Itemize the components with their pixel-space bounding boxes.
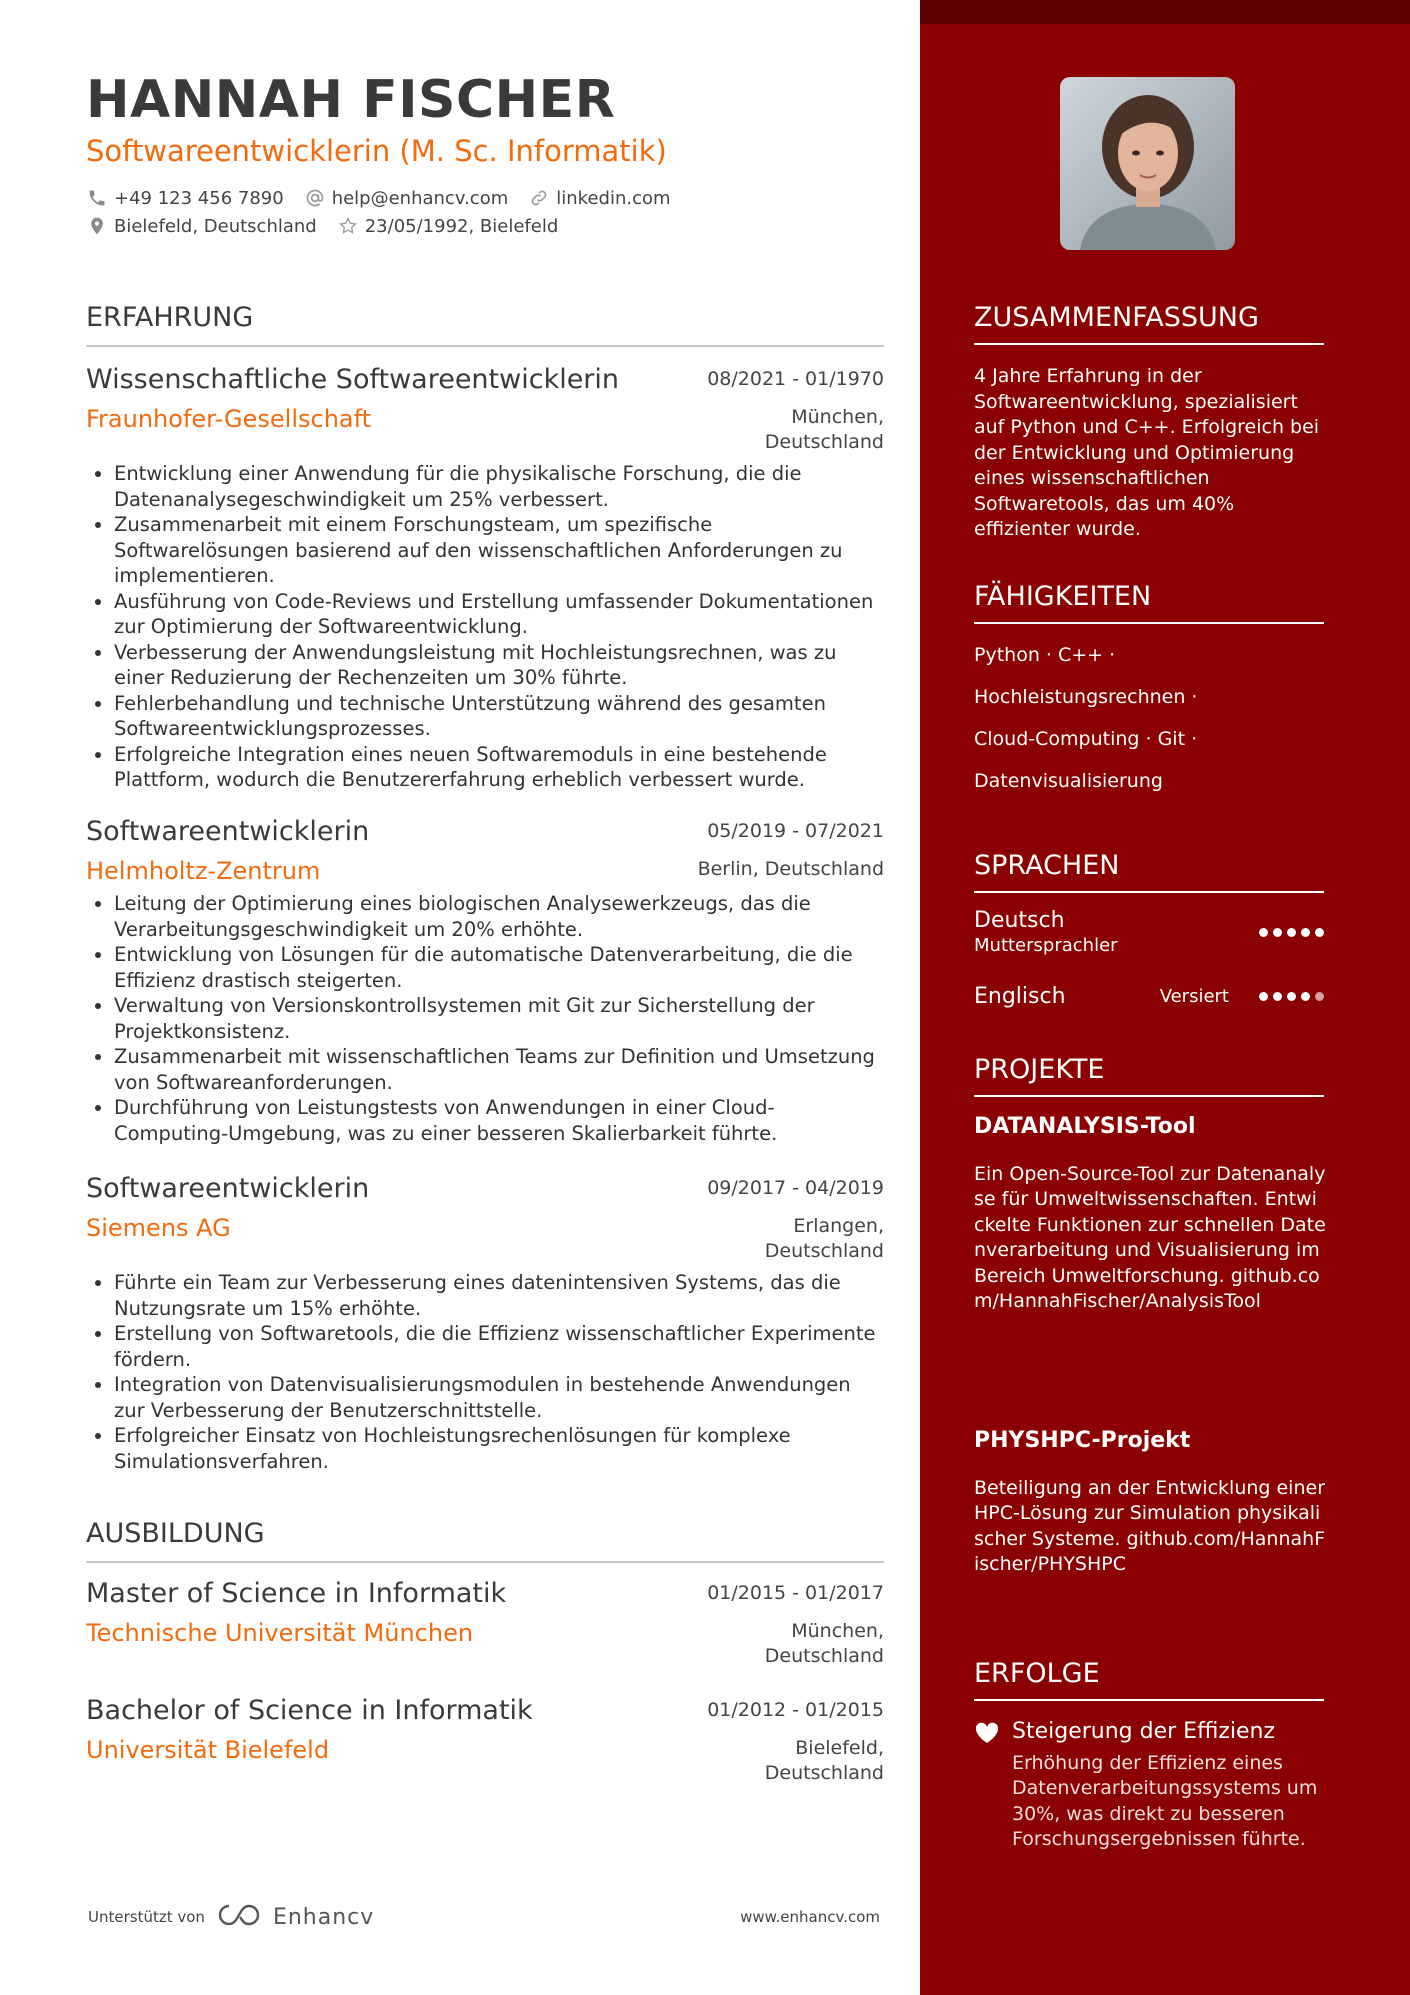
bullet-item: • Erfolgreiche Integration eines neuen Softwaremoduls in eine bestehende Plattform, wodurch die Benutzererfahrung erheblich verbessert wurde.	[114, 742, 884, 793]
job-location-line: Berlin, Deutschland	[697, 858, 884, 880]
project-item	[974, 1428, 1326, 1578]
bullet-item: • Zusammenarbeit mit wissenschaftlichen Teams zur Definition und Umsetzung von Softwareanforderungen.	[114, 1044, 884, 1095]
experience-entry	[86, 816, 884, 1146]
bullet-item: • Führte ein Team zur Verbesserung eines datenintensiven Systems, das die Nutzungsrate um 15% erhöhte.	[114, 1270, 884, 1321]
language-level: Versiert	[1159, 986, 1229, 1007]
job-dates: 05/2019 - 07/2021	[707, 820, 884, 842]
brand-block[interactable]	[88, 1902, 374, 1932]
school-location-line: München,	[791, 1620, 884, 1642]
achievement-title: Steigerung der Effizienz	[1012, 1719, 1276, 1744]
bullet-item: • Durchführung von Leistungstests von Anwendungen in einer Cloud-Computing-Umgebung, was zu einer besseren Skalierbarkeit führte.	[114, 1095, 884, 1146]
section-title-experience: ERFAHRUNG	[86, 302, 884, 347]
linkedin-text: linkedin.com	[556, 187, 671, 209]
school-location-line: Bielefeld,	[795, 1737, 884, 1759]
phone-icon	[86, 187, 108, 209]
rating-dot	[1259, 992, 1268, 1001]
school-location-line: Deutschland	[764, 1762, 884, 1784]
rating-dot	[1301, 928, 1310, 937]
enhancv-logo-icon	[215, 1902, 263, 1932]
job-bullets	[86, 891, 884, 1146]
section-title-languages: SPRACHEN	[974, 850, 1324, 893]
education-entry	[86, 1695, 884, 1786]
job-dates: 09/2017 - 04/2019	[707, 1177, 884, 1199]
skill-line: Hochleistungsrechnen ·	[974, 686, 1198, 708]
bullet-item: • Leitung der Optimierung eines biologischen Analysewerkzeugs, das die Verarbeitungsgeschwindigkeit um 20% erhöhte.	[114, 891, 884, 942]
powered-by-text: Unterstützt von	[88, 1908, 205, 1926]
achievement-text: Erhöhung der Effizienz eines Datenverarbeitungssystems um 30%, was direkt zu besseren Forschungsergebnissen führte.	[1012, 1751, 1318, 1850]
rating-dot	[1287, 992, 1296, 1001]
language-item	[974, 984, 1324, 1009]
job-location	[698, 857, 884, 882]
project-description: Ein Open-Source-Tool zur Datenanalyse für Umweltwissenschaften. Entwickelte Funktionen zur schnellen Datenverarbeitung und Visualisierung im Bereich Umweltforschung. github.com/HannahFischer/AnalysisTool	[974, 1162, 1326, 1312]
candidate-subtitle: Softwareentwicklerin (M. Sc. Informatik)	[86, 134, 667, 168]
bullet-item: • Zusammenarbeit mit einem Forschungsteam, um spezifische Softwarelösungen basierend auf den wissenschaftlichen Anforderungen zu implementieren.	[114, 512, 884, 589]
birth-text: 23/05/1992, Bielefeld	[364, 215, 559, 237]
section-title-skills: FÄHIGKEITEN	[974, 581, 1324, 624]
candidate-name: HANNAH FISCHER	[86, 70, 616, 130]
bullet-item: • Erfolgreicher Einsatz von Hochleistungsrechenlösungen für komplexe Simulationsverfahren.	[114, 1423, 884, 1474]
job-location-line: München,	[791, 406, 884, 428]
bullet-item: • Erstellung von Softwaretools, die die Effizienz wissenschaftlicher Experimente fördern.	[114, 1321, 884, 1372]
section-title-achievements: ERFOLGE	[974, 1658, 1324, 1701]
contact-info	[86, 184, 886, 240]
bullet-item: • Entwicklung einer Anwendung für die physikalische Forschung, die die Datenanalysegeschwindigkeit um 25% verbessert.	[114, 461, 884, 512]
sidebar-top-strip	[920, 0, 1410, 24]
location-text: Bielefeld, Deutschland	[114, 215, 317, 237]
job-company: Helmholtz-Zentrum	[86, 857, 321, 885]
rating-dot	[1315, 928, 1324, 937]
contact-birth	[337, 215, 559, 237]
job-dates: 08/2021 - 01/1970	[707, 368, 884, 390]
language-name: Englisch	[974, 984, 1066, 1009]
degree-title: Master of Science in Informatik	[86, 1578, 507, 1609]
job-title: Wissenschaftliche Softwareentwicklerin	[86, 364, 620, 395]
phone-text: +49 123 456 7890	[114, 187, 284, 209]
achievement-item	[974, 1719, 1326, 1853]
star-icon	[337, 215, 359, 237]
heart-icon	[974, 1722, 1000, 1752]
section-title-education: AUSBILDUNG	[86, 1518, 884, 1563]
experience-entry	[86, 364, 884, 793]
experience-entry	[86, 1173, 884, 1474]
degree-title: Bachelor of Science in Informatik	[86, 1695, 533, 1726]
skill-line: Python · C++ ·	[974, 644, 1116, 666]
summary-text: 4 Jahre Erfahrung in der Softwareentwicklung, spezialisiert auf Python und C++. Erfolgreich bei der Entwicklung und Optimierung eines wissenschaftlichen Softwaretools, das um 40% effizienter wurde.	[974, 365, 1320, 540]
project-name: PHYSHPC-Projekt	[974, 1428, 1191, 1453]
language-item	[974, 908, 1324, 956]
school-name: Technische Universität München	[86, 1619, 474, 1647]
contact-linkedin[interactable]	[528, 187, 670, 209]
job-location-line: Erlangen,	[793, 1215, 884, 1237]
job-location-line: Deutschland	[764, 1240, 884, 1262]
rating-dot	[1315, 992, 1324, 1001]
school-location-line: Deutschland	[764, 1645, 884, 1667]
bullet-item: • Verbesserung der Anwendungsleistung mit Hochleistungsrechnen, was zu einer Reduzierung der Rechenzeiten um 30% führte.	[114, 640, 884, 691]
link-icon	[528, 187, 550, 209]
education-entry	[86, 1578, 884, 1669]
contact-location	[86, 215, 317, 237]
language-rating	[1259, 928, 1324, 937]
degree-dates: 01/2012 - 01/2015	[707, 1699, 884, 1721]
skills-list	[974, 634, 1326, 802]
school-location	[765, 1736, 884, 1786]
rating-dot	[1273, 992, 1282, 1001]
profile-photo	[1060, 77, 1235, 250]
language-name: Deutsch	[974, 908, 1065, 933]
job-location	[765, 1214, 884, 1264]
job-location	[765, 405, 884, 455]
location-pin-icon	[86, 215, 108, 237]
email-text: help@enhancv.com	[331, 187, 509, 209]
contact-email[interactable]	[304, 187, 509, 209]
rating-dot	[1287, 928, 1296, 937]
section-title-projects: PROJEKTE	[974, 1054, 1324, 1097]
rating-dot	[1259, 928, 1268, 937]
footer	[88, 1902, 880, 1932]
contact-phone[interactable]	[86, 187, 284, 209]
bullet-item: • Fehlerbehandlung und technische Unterstützung während des gesamten Softwareentwicklungsprozesses.	[114, 691, 884, 742]
school-location	[765, 1619, 884, 1669]
brand-name: Enhancv	[272, 1904, 375, 1930]
rating-dot	[1273, 928, 1282, 937]
skill-line: Cloud-Computing · Git ·	[974, 728, 1198, 750]
rating-dot	[1301, 992, 1310, 1001]
job-bullets	[86, 1270, 884, 1474]
job-company: Siemens AG	[86, 1214, 231, 1242]
job-company: Fraunhofer-Gesellschaft	[86, 405, 372, 433]
bullet-item: • Ausführung von Code-Reviews und Erstellung umfassender Dokumentationen zur Optimierung der Softwareentwicklung.	[114, 589, 884, 640]
job-title: Softwareentwicklerin	[86, 1173, 370, 1204]
job-location-line: Deutschland	[764, 431, 884, 453]
language-rating	[1259, 992, 1324, 1001]
at-icon	[304, 187, 326, 209]
bullet-item: • Integration von Datenvisualisierungsmodulen in bestehende Anwendungen zur Verbesserung der Benutzerschnittstelle.	[114, 1372, 884, 1423]
job-bullets	[86, 461, 884, 793]
project-item	[974, 1114, 1326, 1315]
bullet-item: • Verwaltung von Versionskontrollsystemen mit Git zur Sicherstellung der Projektkonsistenz.	[114, 993, 884, 1044]
language-level: Muttersprachler	[974, 935, 1118, 956]
project-description: Beteiligung an der Entwicklung einer HPC-Lösung zur Simulation physikalischer Systeme. github.com/HannahFischer/PHYSHPC	[974, 1476, 1326, 1575]
school-name: Universität Bielefeld	[86, 1736, 330, 1764]
section-title-summary: ZUSAMMENFASSUNG	[974, 302, 1324, 345]
bullet-item: • Entwicklung von Lösungen für die automatische Datenverarbeitung, die die Effizienz drastisch steigerten.	[114, 942, 884, 993]
project-name: DATANALYSIS-Tool	[974, 1114, 1196, 1139]
job-title: Softwareentwicklerin	[86, 816, 370, 847]
skill-line: Datenvisualisierung	[974, 770, 1163, 792]
degree-dates: 01/2015 - 01/2017	[707, 1582, 884, 1604]
footer-url[interactable]: www.enhancv.com	[740, 1908, 880, 1926]
